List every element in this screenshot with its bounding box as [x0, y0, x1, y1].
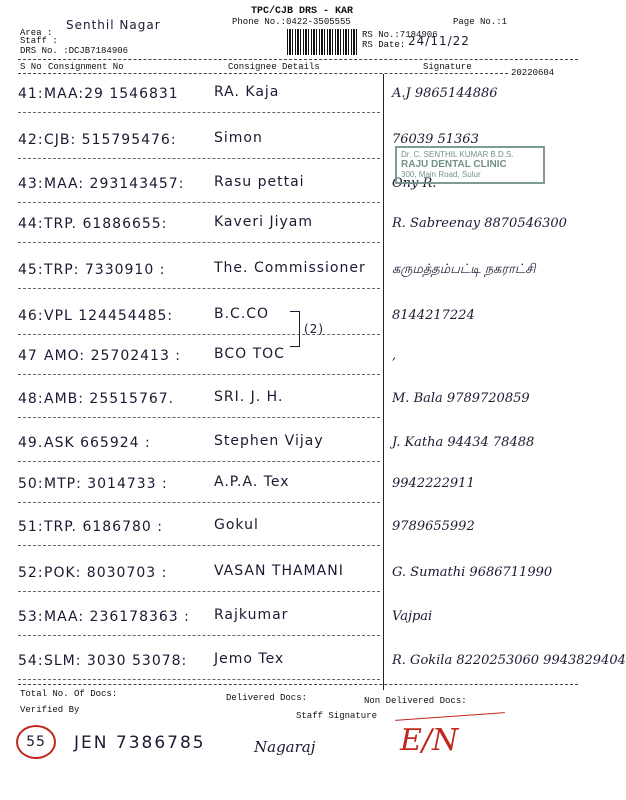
footer-rule	[18, 684, 578, 685]
row-consignment: MAA:29 1546831	[44, 86, 179, 102]
row-consignee: Stephen Vijay	[214, 433, 324, 449]
col-sno: S No	[20, 62, 42, 72]
row-divider	[18, 545, 380, 546]
row-signature: ,	[392, 348, 397, 363]
stamp-line2: RAJU DENTAL CLINIC	[401, 159, 507, 170]
row-consignee: Kaveri Jiyam	[214, 214, 314, 230]
row-consignment: TRP: 7330910 :	[44, 262, 166, 278]
row-consignment: MAA: 236178363 :	[44, 609, 190, 625]
row-consignee: A.P.A. Tex	[214, 474, 290, 490]
row-consignment: AMO: 25702413 :	[44, 348, 182, 364]
row-signature: 9942222911	[392, 476, 475, 491]
row-consignment: SLM: 3030 53078:	[44, 653, 188, 669]
row-divider	[18, 635, 380, 636]
row-consignment: TRP. 6186780 :	[44, 519, 163, 535]
row-signature: கருமத்தம்பட்டி நகராட்சி	[392, 262, 536, 277]
total-docs: Total No. Of Docs:	[20, 689, 118, 699]
row-divider	[18, 158, 380, 159]
row-signature: G. Sumathi 9686711990	[392, 565, 553, 580]
row-consignment: MTP: 3014733 :	[44, 476, 168, 492]
row55-consignment: JEN 7386785	[74, 733, 206, 753]
row-divider	[18, 591, 380, 592]
row-sno: 53:	[18, 609, 44, 625]
row-consignment: CJB: 515795476:	[44, 132, 177, 148]
row-consignment: MAA: 293143457:	[44, 176, 185, 192]
row-consignment: ASK 665924 :	[44, 435, 151, 451]
row-sno: 44:	[18, 216, 44, 232]
delivered-docs: Delivered Docs:	[226, 693, 308, 703]
row-sno: 51:	[18, 519, 44, 535]
page-number: Page No.:1	[453, 17, 508, 27]
group-bracket	[290, 311, 300, 347]
row-divider	[18, 679, 380, 680]
row-consignee: Jemo Tex	[214, 651, 285, 667]
rs-date-label: RS Date:	[362, 40, 406, 50]
stamp-line3: 300, Main Road, Sulur	[401, 170, 481, 179]
col-signature: Signature	[423, 62, 472, 72]
row-sno: 48:	[18, 391, 44, 407]
row-consignee: SRI. J. H.	[214, 389, 284, 405]
row-sno: 45:	[18, 262, 44, 278]
drs-number: DRS No. :DCJB7184906	[20, 46, 129, 56]
area-value: Senthil Nagar	[66, 18, 161, 32]
row-consignee: B.C.CO	[214, 306, 270, 322]
row-consignee: Gokul	[214, 517, 259, 533]
row-divider	[18, 417, 380, 418]
area-label: Area :	[20, 28, 53, 38]
staff-label: Staff :	[20, 36, 58, 46]
header-rule-2	[18, 73, 508, 74]
row-signature: Ony R.	[392, 176, 437, 191]
rs-date-value: 24/11/22	[408, 34, 470, 48]
phone-number: Phone No.:0422-3505555	[232, 17, 351, 27]
date-code: 20220604	[511, 68, 555, 78]
row-divider	[18, 374, 380, 375]
row-consignment: POK: 8030703 :	[44, 565, 168, 581]
verified-by: Verified By	[20, 705, 80, 715]
col-consignment: Consignment No	[48, 62, 124, 72]
row-sno: 49.	[18, 435, 44, 451]
non-delivered-docs: Non Delivered Docs:	[364, 696, 467, 706]
row-divider	[18, 288, 380, 289]
row-sno: 46:	[18, 308, 44, 324]
stamp-line1: Dr. C. SENTHIL KUMAR B.D.S.	[401, 150, 514, 159]
row-consignee: RA. Kaja	[214, 84, 280, 100]
row-divider	[18, 461, 380, 462]
row-signature: 76039 51363	[392, 132, 479, 147]
row-consignee: Rasu pettai	[214, 174, 305, 190]
barcode	[287, 29, 357, 55]
row-signature: J. Katha 94434 78488	[392, 435, 535, 450]
row-divider	[18, 202, 380, 203]
clinic-stamp	[395, 146, 545, 184]
row-signature: Vajpai	[392, 609, 433, 624]
staff-signature: Staff Signature	[296, 711, 378, 721]
row-sno: 41:	[18, 86, 44, 102]
row-divider	[18, 242, 380, 243]
row55-number: 55	[16, 725, 56, 759]
signature-divider	[383, 74, 384, 690]
row-sno: 50:	[18, 476, 44, 492]
row-consignee: The. Commissioner	[214, 260, 366, 276]
group-mark: (2)	[304, 322, 324, 336]
header-rule	[18, 59, 578, 60]
row-sno: 52:	[18, 565, 44, 581]
row-signature: M. Bala 9789720859	[392, 391, 530, 406]
row-divider	[18, 502, 380, 503]
row-divider	[18, 334, 380, 335]
row-consignment: TRP. 61886655:	[44, 216, 168, 232]
red-underline	[395, 712, 505, 721]
row-sno: 54:	[18, 653, 44, 669]
row-consignee: BCO TOC	[214, 346, 285, 362]
row-consignee: VASAN THAMANI	[214, 563, 344, 579]
drs-title: TPC/CJB DRS - KAR	[251, 6, 354, 17]
row-signature: R. Sabreenay 8870546300	[392, 216, 567, 231]
row-signature: 8144217224	[392, 308, 475, 323]
row-divider	[18, 112, 380, 113]
row55-name: Nagaraj	[254, 738, 316, 756]
row-consignment: AMB: 25515767.	[44, 391, 175, 407]
row-sno: 43:	[18, 176, 44, 192]
row-consignee: Rajkumar	[214, 607, 289, 623]
row-sno: 47	[18, 348, 38, 364]
row-signature: A.J 9865144886	[392, 86, 498, 101]
col-consignee: Consignee Details	[228, 62, 320, 72]
row-consignee: Simon	[214, 130, 263, 146]
rs-number: RS No.:7184906	[362, 30, 438, 40]
row-signature: R. Gokila 8220253060 9943829404	[392, 653, 626, 668]
row55-signature: E/N	[400, 723, 459, 758]
row-signature: 9789655992	[392, 519, 475, 534]
row-sno: 42:	[18, 132, 44, 148]
row-consignment: VPL 124454485:	[44, 308, 174, 324]
